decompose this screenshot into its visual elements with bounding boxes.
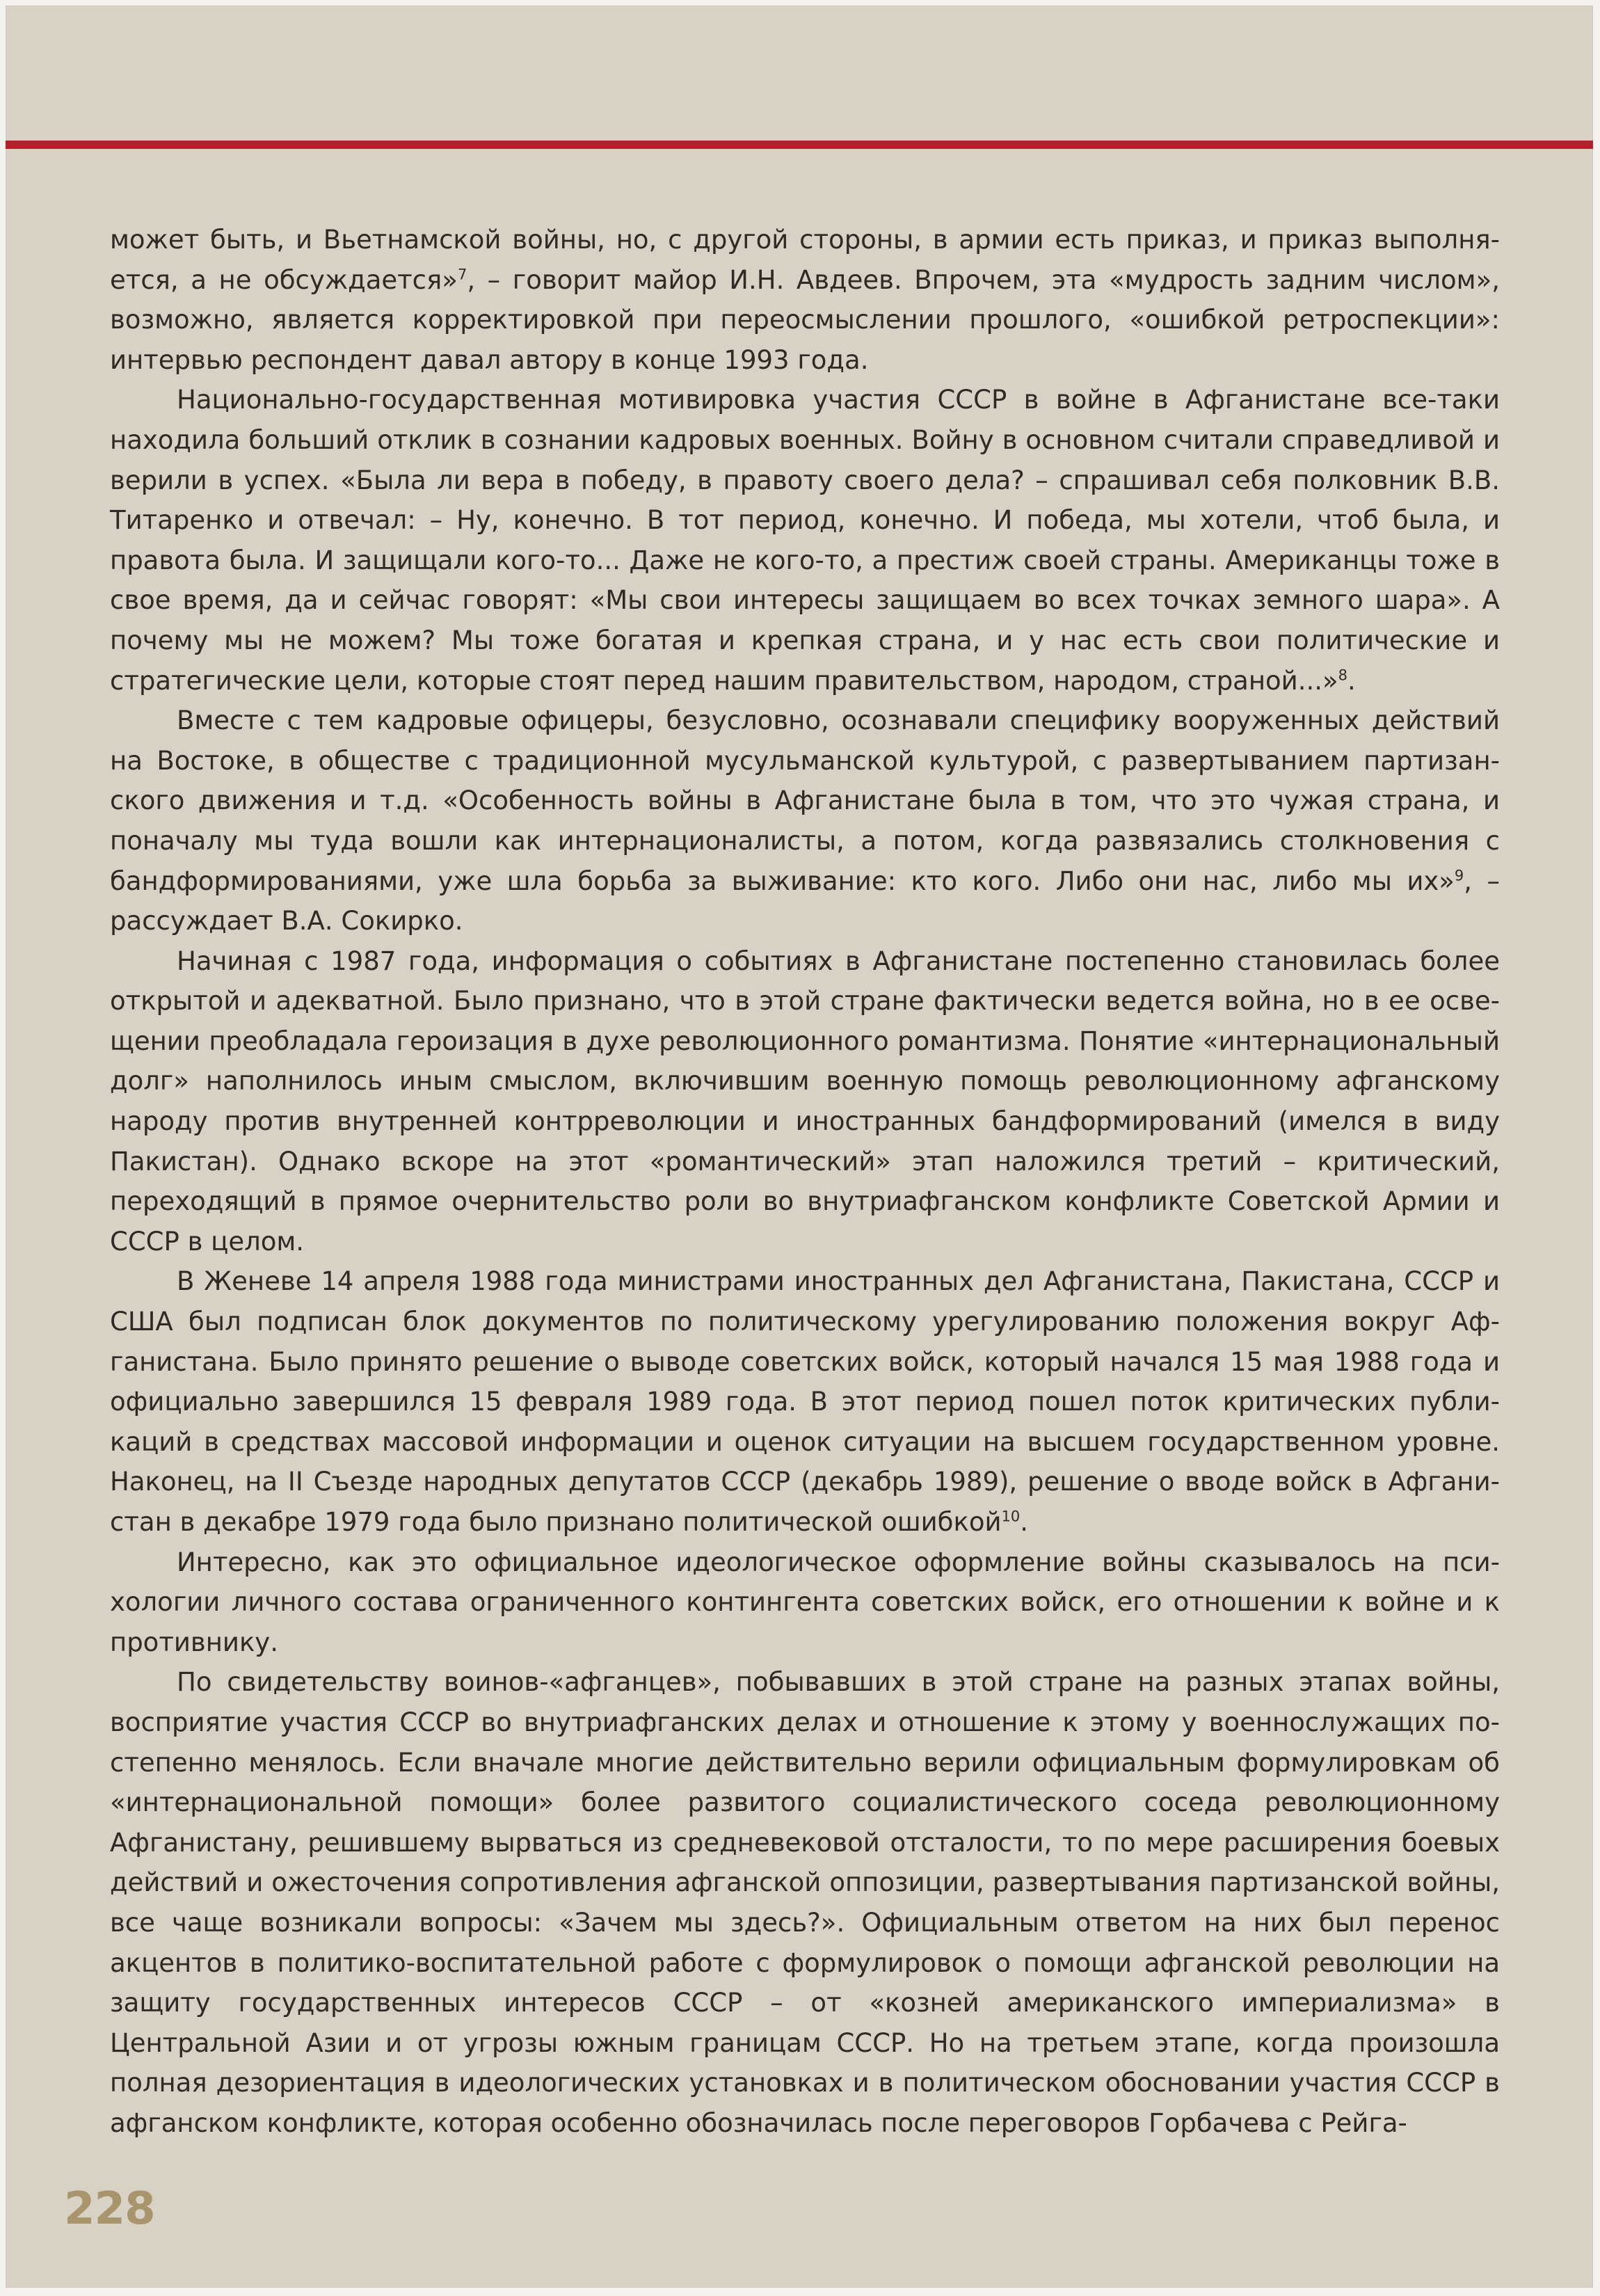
page-number: 228 (64, 2183, 155, 2235)
paragraph-4: Начиная с 1987 года, информация о событиях в Афганистане постепенно становилась более открытой и адекватной. Было признано, что в этой стране фактически ведется война, но в ее освещении преобладала героизация в духе революционного романтизма. Понятие «интернациональный долг» наполнилось иным смыслом, включившим военную помощь революционному афганскому народу против внутренней контрреволюции и иностранных бандформирований (имелся в виду Пакистан). Однако вскоре на этот «романтический» этап наложился третий – критический, переходящий в прямое очернительство роли во внутриафганском конфликте Советской Армии и СССР в целом. (110, 946, 1500, 1257)
header-red-rule (6, 141, 1593, 149)
paragraph-5: В Женеве 14 апреля 1988 года министрами иностранных дел Афганистана, Пакистана, СССР и США был подписан блок документов по политическому урегулированию положения вокруг Афганистана. Было принято решение о выводе советских войск, который начался 15 мая 1988 года и официально завершился 15 февраля 1989 года. В этот период пошел поток критических публикаций в средствах массовой информации и оценок ситуации на высшем государственном уровне. Наконец, на II Съезде народных депутатов СССР (декабрь 1989), решение о вводе войск в Афганистан в декабре 1979 года было признано политической ошибкой$^{10}$. (110, 1266, 1500, 1537)
paragraph-6: Интересно, как это официальное идеологическое оформление войны сказывалось на психологии личного состава ограниченного контингента советских войск, его отношении к войне и к противнику. (110, 1547, 1500, 1657)
book-page (6, 6, 1593, 2288)
paragraph-7: По свидетельству воинов-«афганцев», побывавших в этой стране на разных этапах войны, восприятие участия СССР во внутриафганских делах и отношение к этому у военнослужащих постепенно менялось. Если вначале многие действительно верили официальным формулировкам об «интернациональной помощи» более развитого социалистического соседа революционному Афганистану, решившему вырваться из средневековой отсталости, то по мере расширения боевых действий и ожесточения сопротивления афганской оппозиции, развертывания партизанской войны, все чаще возникали вопросы: «Зачем мы здесь?». Официальным ответом на них был перенос акцентов в политико-воспитательной работе с формулировок о помощи афганской революции на защиту государственных интересов СССР – от «козней американского империализма» в Центральной Азии и от угрозы южным границам СССР. Но на третьем этапе, когда произошла полная дезориентация в идеологических установках и в политическом обосновании участия СССР в афганском конфликте, которая особенно обозначилась после переговоров Горбачева с Рейга- (110, 1667, 1500, 2138)
paragraph-2: Национально-государственная мотивировка участия СССР в войне в Афганистане все-таки находила больший отклик в сознании кадровых военных. Войну в основном считали справедливой и верили в успех. «Была ли вера в победу, в правоту своего дела? – спрашивал себя полковник В.В. Титаренко и отвечал: – Ну, конечно. В тот период, конечно. И победа, мы хотели, чтоб была, и правота была. И защищали кого-то... Даже не кого-то, а престиж своей страны. Американцы тоже в свое время, да и сейчас говорят: «Мы свои интересы защищаем во всех точках земного шара». А почему мы не можем? Мы тоже богатая и крепкая страна, и у нас есть свои политические и стратегические цели, которые стоят перед нашим правительством, народом, страной...»$^8$. (110, 385, 1500, 696)
paragraph-3: Вместе с тем кадровые офицеры, безусловно, осознавали специфику вооруженных действий на Востоке, в обществе с традиционной мусульманской культурой, с развертыванием партизанского движения и т.д. «Особенность войны в Афганистане была в том, что это чужая страна, и поначалу мы туда вошли как интернационалисты, а потом, когда развязались столкновения с бандформированиями, уже шла борьба за выживание: кто кого. Либо они нас, либо мы их»$^9$, – рассуждает В.А. Сокирко. (110, 705, 1500, 936)
paragraph-1: может быть, и Вьетнамской войны, но, с другой стороны, в армии есть приказ, и приказ выполняется, а не обсуждается»$^7$, – говорит майор И.Н. Авдеев. Впрочем, эта «мудрость задним числом», возможно, является корректировкой при переосмыслении прошлого, «ошибкой ретроспекции»: интервью респондент давал автору в конце 1993 года. (110, 225, 1500, 375)
footnote-ref-9: 9 (1454, 867, 1464, 884)
body-text (110, 220, 1500, 2144)
footnote-ref-7: 7 (457, 266, 467, 283)
footnote-ref-10: 10 (1001, 1508, 1021, 1525)
footnote-ref-8: 8 (1338, 667, 1348, 684)
